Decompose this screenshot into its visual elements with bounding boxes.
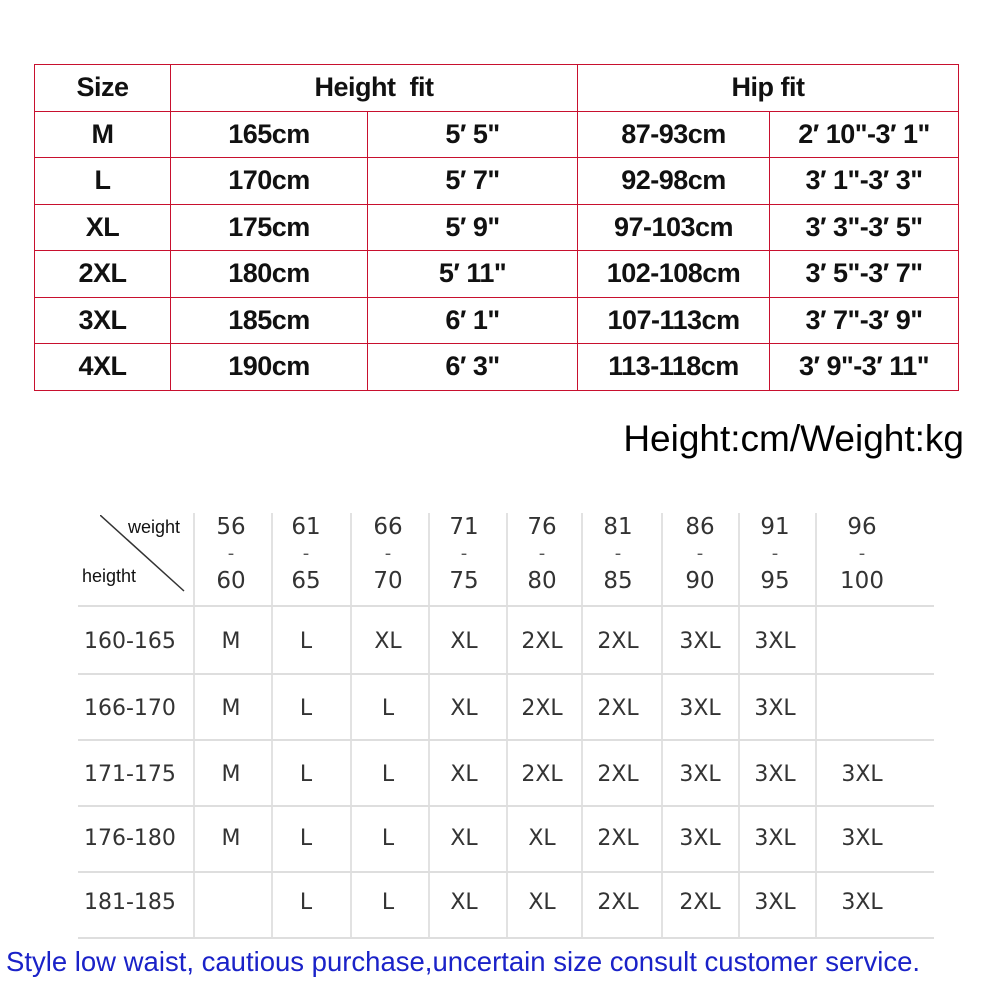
recommended-size-cell: 3XL: [679, 629, 721, 654]
recommended-size-cell: 3XL: [754, 696, 796, 721]
weight-range-low: 56: [216, 514, 246, 540]
recommended-size-cell: 3XL: [754, 762, 796, 787]
recommended-size-cell: 2XL: [521, 762, 563, 787]
weight-range-high: 65: [291, 568, 321, 594]
size-cell-size: 4XL: [35, 344, 171, 391]
size-cell-height-cm: 170cm: [171, 158, 368, 205]
weight-range-high: 80: [527, 568, 557, 594]
header-size: Size: [35, 65, 171, 112]
size-cell-size: 2XL: [35, 251, 171, 298]
size-chart-row: [35, 111, 959, 158]
size-chart-row: [35, 251, 959, 298]
weight-range-header: [740, 513, 810, 595]
size-cell-height-cm: 165cm: [171, 111, 368, 158]
recommended-size-cell: M: [221, 696, 241, 721]
weight-range-low: 66: [373, 514, 403, 540]
weight-range-header: [353, 513, 423, 595]
size-cell-size: XL: [35, 204, 171, 251]
grid-row-divider: [78, 605, 934, 607]
size-chart-table: [34, 64, 959, 391]
size-cell-hip-ft: 3′ 7"-3′ 9": [770, 297, 959, 344]
recommended-size-cell: 2XL: [521, 696, 563, 721]
height-range-label: 181-185: [84, 890, 176, 915]
corner-weight-label: weight: [128, 517, 181, 537]
size-recommendation-grid: [78, 505, 934, 940]
grid-column-divider: [193, 513, 195, 937]
height-range-label: 171-175: [84, 762, 176, 787]
weight-range-high: 75: [449, 568, 479, 594]
recommended-size-cell: L: [381, 826, 395, 851]
weight-range-header: [665, 513, 735, 595]
grid-column-divider: [350, 513, 352, 937]
weight-range-high: 85: [603, 568, 633, 594]
weight-range-high: 95: [760, 568, 790, 594]
recommended-size-cell: M: [221, 762, 241, 787]
size-chart-row: [35, 344, 959, 391]
size-chart-row: [35, 158, 959, 205]
weight-range-sep: -: [538, 543, 546, 564]
size-cell-height-ft: 5′ 9": [368, 204, 578, 251]
header-hip-fit: Hip fit: [578, 65, 959, 112]
grid-row-divider: [78, 805, 934, 807]
recommended-size-cell: L: [299, 762, 313, 787]
height-range-label: 166-170: [84, 696, 176, 721]
weight-range-sep: -: [696, 543, 704, 564]
recommended-size-cell: 3XL: [754, 890, 796, 915]
recommended-size-cell: XL: [450, 890, 478, 915]
weight-range-low: 61: [291, 514, 321, 540]
weight-range-sep: -: [227, 543, 235, 564]
weight-range-high: 60: [216, 568, 246, 594]
recommended-size-cell: 3XL: [754, 826, 796, 851]
size-cell-hip-cm: 92-98cm: [578, 158, 770, 205]
weight-range-low: 91: [760, 514, 790, 540]
recommended-size-cell: XL: [450, 629, 478, 654]
recommended-size-cell: 2XL: [597, 826, 639, 851]
recommended-size-cell: L: [299, 890, 313, 915]
recommended-size-cell: 3XL: [841, 762, 883, 787]
recommended-size-cell: 2XL: [597, 762, 639, 787]
recommended-size-cell: L: [299, 629, 313, 654]
weight-range-sep: -: [384, 543, 392, 564]
size-cell-height-cm: 180cm: [171, 251, 368, 298]
size-cell-hip-ft: 2′ 10"-3′ 1": [770, 111, 959, 158]
recommended-size-cell: L: [299, 696, 313, 721]
weight-range-sep: -: [614, 543, 622, 564]
size-cell-hip-cm: 113-118cm: [578, 344, 770, 391]
size-cell-hip-ft: 3′ 1"-3′ 3": [770, 158, 959, 205]
weight-range-header: [583, 513, 653, 595]
weight-range-sep: -: [302, 543, 310, 564]
height-range-label: 176-180: [84, 826, 176, 851]
size-cell-size: M: [35, 111, 171, 158]
size-chart-row: [35, 204, 959, 251]
size-cell-size: 3XL: [35, 297, 171, 344]
recommended-size-cell: 3XL: [679, 826, 721, 851]
size-cell-height-ft: 5′ 7": [368, 158, 578, 205]
recommended-size-cell: 3XL: [841, 890, 883, 915]
grid-column-divider: [815, 513, 817, 937]
recommended-size-cell: 2XL: [679, 890, 721, 915]
recommended-size-cell: L: [381, 762, 395, 787]
recommended-size-cell: 3XL: [679, 762, 721, 787]
recommended-size-cell: 3XL: [754, 629, 796, 654]
recommended-size-cell: XL: [450, 762, 478, 787]
weight-range-sep: -: [858, 543, 866, 564]
weight-range-sep: -: [460, 543, 468, 564]
corner-height-label: heigtht: [82, 566, 137, 586]
grid-corner-header: [78, 505, 190, 603]
size-cell-hip-ft: 3′ 3"-3′ 5": [770, 204, 959, 251]
recommended-size-cell: 3XL: [679, 696, 721, 721]
size-cell-hip-cm: 102-108cm: [578, 251, 770, 298]
size-cell-height-ft: 6′ 1": [368, 297, 578, 344]
recommended-size-cell: XL: [528, 890, 556, 915]
size-cell-height-ft: 5′ 5": [368, 111, 578, 158]
weight-range-header: [429, 513, 499, 595]
weight-range-header: [827, 513, 897, 595]
recommended-size-cell: XL: [450, 696, 478, 721]
weight-range-sep: -: [771, 543, 779, 564]
recommended-size-cell: 2XL: [597, 696, 639, 721]
recommended-size-cell: 3XL: [841, 826, 883, 851]
weight-range-low: 76: [527, 514, 557, 540]
grid-row-divider: [78, 937, 934, 939]
footer-note: Style low waist, cautious purchase,uncertain size consult customer service.: [6, 946, 921, 977]
weight-range-high: 100: [840, 568, 884, 594]
recommended-size-cell: XL: [450, 826, 478, 851]
size-chart-row: [35, 297, 959, 344]
size-cell-hip-ft: 3′ 5"-3′ 7": [770, 251, 959, 298]
height-range-label: 160-165: [84, 629, 176, 654]
size-cell-hip-cm: 107-113cm: [578, 297, 770, 344]
size-cell-height-ft: 5′ 11": [368, 251, 578, 298]
recommended-size-cell: M: [221, 629, 241, 654]
units-caption: Height:cm/Weight:kg: [623, 418, 964, 459]
weight-range-low: 71: [449, 514, 479, 540]
recommended-size-cell: 2XL: [521, 629, 563, 654]
size-cell-height-cm: 185cm: [171, 297, 368, 344]
size-cell-hip-cm: 87-93cm: [578, 111, 770, 158]
header-height-fit: Height fit: [171, 65, 578, 112]
grid-row-divider: [78, 673, 934, 675]
size-cell-hip-ft: 3′ 9"-3′ 11": [770, 344, 959, 391]
grid-row-divider: [78, 871, 934, 873]
grid-column-divider: [661, 513, 663, 937]
size-cell-hip-cm: 97-103cm: [578, 204, 770, 251]
size-cell-height-cm: 175cm: [171, 204, 368, 251]
recommended-size-cell: L: [381, 890, 395, 915]
weight-range-header: [196, 513, 266, 595]
weight-range-header: [507, 513, 577, 595]
recommended-size-cell: 2XL: [597, 629, 639, 654]
size-cell-height-ft: 6′ 3": [368, 344, 578, 391]
size-cell-height-cm: 190cm: [171, 344, 368, 391]
weight-range-high: 70: [373, 568, 403, 594]
weight-range-low: 86: [685, 514, 715, 540]
recommended-size-cell: XL: [374, 629, 402, 654]
grid-row-divider: [78, 739, 934, 741]
recommended-size-cell: 2XL: [597, 890, 639, 915]
size-cell-size: L: [35, 158, 171, 205]
weight-range-low: 81: [603, 514, 633, 540]
size-chart-header-row: [35, 65, 959, 112]
recommended-size-cell: XL: [528, 826, 556, 851]
weight-range-high: 90: [685, 568, 715, 594]
weight-range-header: [271, 513, 341, 595]
recommended-size-cell: M: [221, 826, 241, 851]
weight-range-low: 96: [847, 514, 877, 540]
recommended-size-cell: L: [299, 826, 313, 851]
recommended-size-cell: L: [381, 696, 395, 721]
